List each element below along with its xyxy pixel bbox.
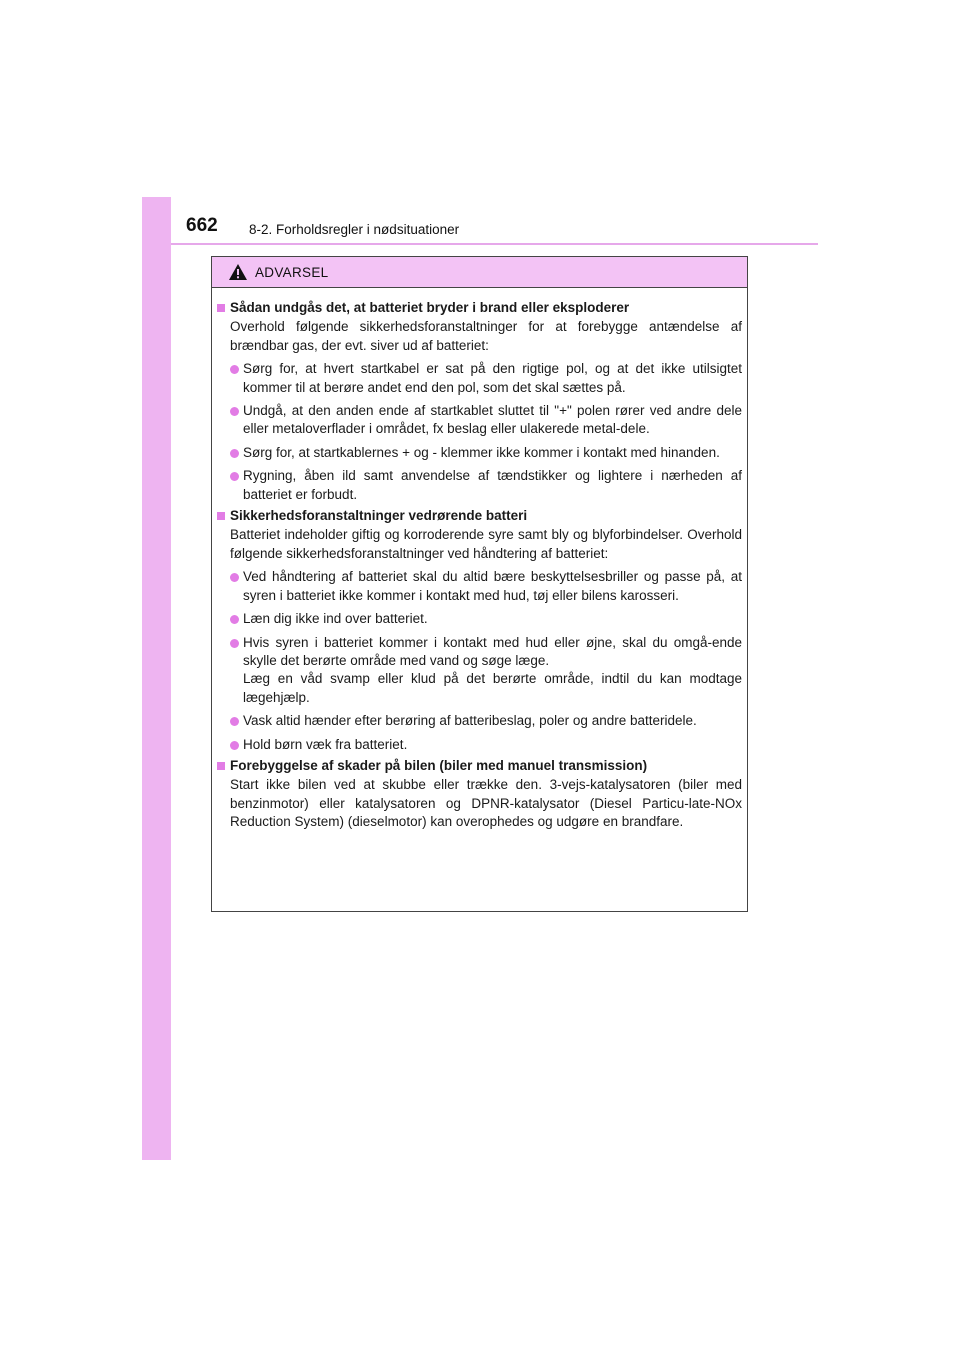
section-title: 8-2. Forholdsregler i nødsituationer <box>249 222 460 237</box>
list-item <box>217 568 742 605</box>
square-bullet-icon <box>217 512 225 520</box>
section-intro: Overhold følgende sikkerhedsforanstaltninger for at forebygge antændelse af brændbar gas, der evt. siver ud af batteriet: <box>230 319 742 353</box>
square-bullet-icon <box>217 762 225 770</box>
circle-bullet-icon <box>230 741 239 750</box>
section-intro: Start ikke bilen ved at skubbe eller trække den. 3-vejs-katalysatoren (biler med benzinmotor) eller katalysatoren og DPNR-katalysator (Diesel Particu-late-NOx Reduction System) (dieselmotor) kan overophedes og udgøre en brandfare. <box>230 777 742 830</box>
circle-bullet-icon <box>230 615 239 624</box>
section-heading <box>217 757 742 775</box>
list-item-text: Ved håndtering af batteriet skal du altid bære beskyttelsesbriller og passe på, at syren i batteriet ikke kommer i kontakt med hud, tøj eller bilens karosseri. <box>243 569 742 603</box>
section-heading-text: Sikkerhedsforanstaltninger vedrørende batteri <box>230 508 528 524</box>
circle-bullet-icon <box>230 407 239 416</box>
circle-bullet-icon <box>230 365 239 374</box>
list-item-text: Rygning, åben ild samt anvendelse af tændstikker og lightere i nærheden af batteriet er forbudt. <box>243 468 742 502</box>
circle-bullet-icon <box>230 449 239 458</box>
circle-bullet-icon <box>230 472 239 481</box>
warning-label: ADVARSEL <box>255 264 329 280</box>
section-intro: Batteriet indeholder giftig og korroderende syre samt bly og blyforbindelser. Overhold følgende sikkerhedsforanstaltninger ved håndtering af batteriet: <box>230 527 742 561</box>
circle-bullet-icon <box>230 717 239 726</box>
side-color-strip <box>142 197 171 1160</box>
list-item-text: Læn dig ikke ind over batteriet. <box>243 611 428 627</box>
warning-box <box>211 256 748 912</box>
circle-bullet-icon <box>230 573 239 582</box>
list-item-text: Undgå, at den anden ende af startkablet sluttet til "+" polen rører ved andre dele eller metaloverflader i området, fx beslag eller ulakerede metal-dele. <box>243 403 742 437</box>
page-number: 662 <box>186 215 218 236</box>
section-heading-text: Sådan undgås det, at batteriet bryder i brand eller eksploderer <box>230 300 630 315</box>
circle-bullet-icon <box>230 639 239 648</box>
section-heading-text: Forebyggelse af skader på bilen (biler med manuel transmission) <box>230 757 648 773</box>
square-bullet-icon <box>217 304 225 312</box>
list-item <box>217 634 742 708</box>
header-divider <box>171 243 818 245</box>
warning-header <box>212 257 747 288</box>
section-heading <box>217 299 742 317</box>
list-item-text: Vask altid hænder efter berøring af batteribeslag, poler og andre batteridele. <box>243 713 697 729</box>
section-heading <box>217 507 742 525</box>
list-item <box>217 467 742 504</box>
warning-triangle-icon <box>228 263 248 281</box>
list-item-paragraph: Hvis syren i batteriet kommer i kontakt med hud eller øjne, skal du omgå-ende skylle det berørte område med vand og søge læge. <box>243 634 742 668</box>
list-item-text: Sørg for, at hvert startkabel er sat på den rigtige pol, og at det ikke utilsigtet kommer til at berøre andet end den pol, som det skal sættes på. <box>243 361 742 395</box>
list-item-text: Sørg for, at startkablernes + og - klemmer ikke kommer i kontakt med hinanden. <box>243 444 720 460</box>
list-item-text: Hold børn væk fra batteriet. <box>243 736 408 752</box>
list-item <box>217 360 742 397</box>
list-item <box>217 610 742 628</box>
list-item <box>217 444 742 462</box>
list-item-text <box>243 634 742 708</box>
list-item <box>217 736 742 754</box>
warning-body <box>212 288 747 832</box>
list-item-paragraph: Læg en våd svamp eller klud på det berørte område, indtil du kan modtage lægehjælp. <box>243 671 742 705</box>
list-item <box>217 402 742 439</box>
list-item <box>217 712 742 730</box>
